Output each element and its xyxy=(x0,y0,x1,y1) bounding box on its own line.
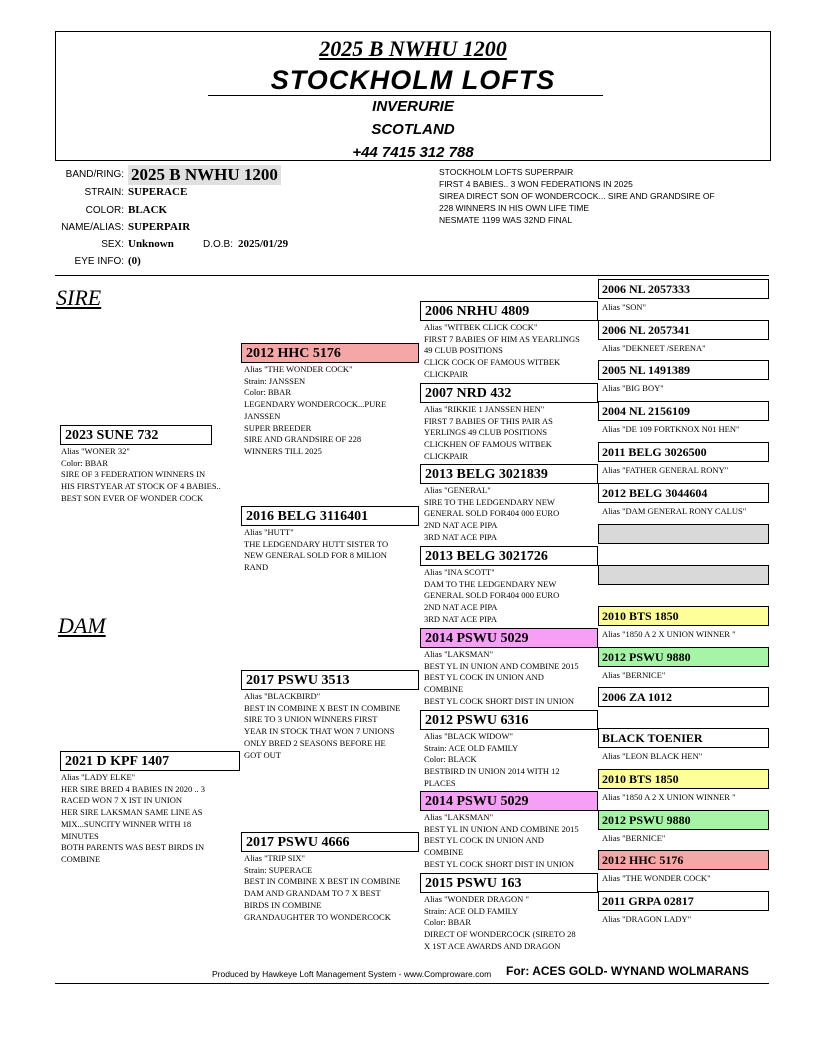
info-line: Alias "HUTT" xyxy=(244,527,294,537)
info-line: BEST YL IN UNION AND COMBINE 2015 xyxy=(424,823,579,834)
header-divider xyxy=(208,95,603,96)
info-line: Alias "WITBEK CLICK COCK" xyxy=(424,322,538,332)
info-line: BEST IN COMBINE X BEST IN COMBINE xyxy=(244,876,401,887)
eye-value: (0) xyxy=(128,255,141,267)
grandparent-info xyxy=(244,364,419,458)
info-line: BEST YL COCK SHORT DIST IN UNION xyxy=(424,695,574,706)
gen4-band: 2006 ZA 1012 xyxy=(598,687,769,707)
header-box xyxy=(55,31,771,161)
info-line: YEAR IN STOCK THAT WON 7 UNIONS xyxy=(244,726,395,737)
info-line: HER SIRE LAKSMAN SAME LINE AS xyxy=(61,807,203,818)
gen4-alias: Alias "LEON BLACK HEN" xyxy=(602,751,703,761)
info-line: NEW GENERAL SOLD FOR 8 MILION xyxy=(244,550,387,561)
info-line: HIS FIRSTYEAR AT STOCK OF 4 BABIES.. xyxy=(61,481,221,492)
info-line: Alias "GENERAL" xyxy=(424,485,491,495)
info-line: HER SIRE BRED 4 BABIES IN 2020 .. 3 xyxy=(61,783,206,794)
info-line: Alias "RIKKIE 1 JANSSEN HEN" xyxy=(424,404,545,414)
info-line: ONLY BRED 2 SEASONS BEFORE HE xyxy=(244,737,386,748)
info-line: BEST YL COCK SHORT DIST IN UNION xyxy=(424,858,574,869)
ggp-info xyxy=(424,485,599,544)
ggp-info xyxy=(424,649,599,708)
granddam-paternal-band: 2016 BELG 3116401 xyxy=(241,506,419,526)
dob-value: 2025/01/29 xyxy=(238,238,289,250)
gen4-band: 2010 BTS 1850 xyxy=(598,606,769,626)
info-line: SUPER BREEDER xyxy=(244,422,312,433)
grandsire-paternal-band: 2012 HHC 5176 xyxy=(241,343,419,363)
info-line: Alias "TRIP SIX" xyxy=(244,853,305,863)
info-line: MIX...SUNCITY WINNER WITH 18 xyxy=(61,818,192,829)
info-line: SIRE TO 3 UNION WINNERS FIRST xyxy=(244,714,378,725)
band-label: BAND/RING: xyxy=(65,169,124,180)
grandparent-info xyxy=(244,691,419,761)
info-line: DIRECT OF WONDERCOCK (SIRETO 28 xyxy=(424,929,576,940)
loft-phone: +44 7415 312 788 xyxy=(352,144,474,161)
gen4-alias: Alias "BERNICE" xyxy=(602,833,666,843)
dob-label: D.O.B: xyxy=(203,239,234,250)
info-line: Strain: ACE OLD FAMILY xyxy=(424,742,519,753)
grandparent-info xyxy=(244,527,419,574)
info-line: BEST IN COMBINE X BEST IN COMBINE xyxy=(244,702,401,713)
info-line: Alias "LAKSMAN" xyxy=(424,649,494,659)
ggp-info xyxy=(424,894,599,953)
ggp-band: 2013 BELG 3021839 xyxy=(420,464,598,484)
info-line: SIRE OF 3 FEDERATION WINNERS IN xyxy=(61,469,206,480)
sire-section-label: SIRE xyxy=(56,285,102,310)
info-line: Alias "LADY ELKE" xyxy=(61,772,136,782)
ggp-info xyxy=(424,567,599,626)
info-line: GOT OUT xyxy=(244,749,281,760)
prepared-for: For: ACES GOLD- WYNAND WOLMARANS xyxy=(506,964,749,978)
gen4-band: 2006 NL 2057341 xyxy=(598,320,769,340)
gen4-band: 2011 GRPA 02817 xyxy=(598,891,769,911)
loft-name: STOCKHOLM LOFTS xyxy=(270,65,556,95)
color-label: COLOR: xyxy=(85,205,124,216)
gen4-alias: Alias "SON" xyxy=(602,302,647,312)
info-line: Alias "INA SCOTT" xyxy=(424,567,495,577)
info-line: DAM TO THE LEDGENDARY NEW xyxy=(424,578,557,589)
info-line: RACED WON 7 X IST IN UNION xyxy=(61,795,183,806)
gen4-alias: Alias "DRAGON LADY" xyxy=(602,914,692,924)
info-line: 49 CLUB POSITIONS xyxy=(424,345,503,356)
grandsire-maternal-band: 2017 PSWU 3513 xyxy=(241,670,419,690)
info-line: LEGENDARY WONDERCOCK...PURE xyxy=(244,399,387,410)
gen4-band: 2004 NL 2156109 xyxy=(598,401,769,421)
info-line: BOTH PARENTS WAS BEST BIRDS IN xyxy=(61,842,205,853)
sex-label: SEX: xyxy=(101,239,124,250)
grandparent-info xyxy=(244,853,419,923)
info-line: Alias "BLACKBIRD" xyxy=(244,691,321,701)
info-line: GENERAL SOLD FOR404 000 EURO xyxy=(424,508,560,519)
ggp-band: 2013 BELG 3021726 xyxy=(420,546,598,566)
gen4-alias: Alias "1850 A 2 X UNION WINNER " xyxy=(602,792,736,802)
info-line: Strain: ACE OLD FAMILY xyxy=(424,905,519,916)
info-line: JANSSEN xyxy=(244,410,281,421)
gen4-alias: Alias "DAM GENERAL RONY CALUS" xyxy=(602,506,747,516)
gen4-band: 2012 PSWU 9880 xyxy=(598,810,769,830)
info-line: 3RD NAT ACE PIPA xyxy=(424,531,497,542)
info-line: BEST SON EVER OF WONDER COCK xyxy=(61,492,204,503)
sex-value: Unknown xyxy=(128,238,174,250)
info-line: PLACES xyxy=(424,777,456,788)
info-line: BEST YL COCK IN UNION AND xyxy=(424,835,544,846)
gen4-alias: Alias "DE 109 FORTKNOX N01 HEN" xyxy=(602,424,740,434)
note-line: SIREA DIRECT SON OF WONDERCOCK... SIRE AND GRANDSIRE OF xyxy=(439,191,715,201)
info-line: COMBINE xyxy=(424,684,464,695)
ggp-band: 2006 NRHU 4809 xyxy=(420,301,598,321)
gen4-band: 2012 HHC 5176 xyxy=(598,850,769,870)
loft-country: SCOTLAND xyxy=(371,121,455,138)
info-line: Color: BLACK xyxy=(424,754,477,765)
info-line: Color: BBAR xyxy=(244,387,291,398)
sire-band: 2023 SUNE 732 xyxy=(60,425,212,445)
info-line: Alias "LAKSMAN" xyxy=(424,812,494,822)
ggp-info xyxy=(424,404,599,463)
ggp-band: 2015 PSWU 163 xyxy=(420,873,598,893)
info-line: YERLINGS 49 CLUB POSITIONS xyxy=(424,427,548,438)
header-band: 2025 B NWHU 1200 xyxy=(319,36,507,61)
info-line: THE LEDGENDARY HUTT SISTER TO xyxy=(244,538,389,549)
strain-label: STRAIN: xyxy=(84,187,124,198)
gen4-alias: Alias "DEKNEET /SERENA" xyxy=(602,343,706,353)
info-line: CLICKPAIR xyxy=(424,368,469,379)
info-line: Alias "WONDER DRAGON " xyxy=(424,894,529,904)
gen4-alias: Alias "BERNICE" xyxy=(602,670,666,680)
info-line: FIRST 7 BABIES OF THIS PAIR AS xyxy=(424,415,553,426)
info-line: 2ND NAT ACE PIPA xyxy=(424,602,498,613)
ggp-band: 2012 PSWU 6316 xyxy=(420,710,598,730)
dam-section-label: DAM xyxy=(58,613,106,638)
info-line: DAM AND GRANDAM TO 7 X BEST xyxy=(244,888,381,899)
gen4-alias: Alias "1850 A 2 X UNION WINNER " xyxy=(602,629,736,639)
info-line: CLICKHEN OF FAMOUS WITBEK xyxy=(424,439,552,450)
ggp-info xyxy=(424,812,599,871)
info-line: Strain: JANSSEN xyxy=(244,375,306,386)
info-line: BIRDS IN COMBINE xyxy=(244,899,322,910)
info-line: Strain: SUPERACE xyxy=(244,864,313,875)
gen4-band: 2011 BELG 3026500 xyxy=(598,442,769,462)
info-line: MINUTES xyxy=(61,830,99,841)
ggp-info xyxy=(424,322,599,381)
bird-notes xyxy=(439,166,779,226)
info-line: GENERAL SOLD FOR404 000 EURO xyxy=(424,590,560,601)
gen4-band: 2012 BELG 3044604 xyxy=(598,483,769,503)
ggp-info xyxy=(424,731,599,790)
color-value: BLACK xyxy=(128,204,168,216)
strain-value: SUPERACE xyxy=(128,186,188,198)
gen4-alias: Alias "FATHER GENERAL RONY" xyxy=(602,465,729,475)
sire-info xyxy=(61,446,241,505)
info-line: Alias "WONER 32" xyxy=(61,446,130,456)
info-line: 3RD NAT ACE PIPA xyxy=(424,613,497,624)
info-line: 2ND NAT ACE PIPA xyxy=(424,520,498,531)
name-value: SUPERPAIR xyxy=(128,221,191,233)
bottom-divider xyxy=(55,983,769,984)
info-line: RAND xyxy=(244,562,269,573)
info-line: BEST YL COCK IN UNION AND xyxy=(424,672,544,683)
gen4-alias: Alias "BIG BOY" xyxy=(602,383,664,393)
info-line: SIRE AND GRANDSIRE OF 228 xyxy=(244,434,362,445)
gen4-band: 2010 BTS 1850 xyxy=(598,769,769,789)
note-line: FIRST 4 BABIES.. 3 WON FEDERATIONS IN 2025 xyxy=(439,179,633,189)
info-line: Alias "THE WONDER COCK" xyxy=(244,364,353,374)
ggp-band: 2007 NRD 432 xyxy=(420,383,598,403)
info-line: Alias "BLACK WIDOW" xyxy=(424,731,513,741)
gen4-band: 2012 PSWU 9880 xyxy=(598,647,769,667)
gen4-band: BLACK TOENIER xyxy=(598,728,769,748)
note-line: NESMATE 1199 WAS 32ND FINAL xyxy=(439,215,573,225)
eye-label: EYE INFO: xyxy=(74,256,124,267)
info-line: WINNERS TILL 2025 xyxy=(244,445,322,456)
gen4-band: 2005 NL 1491389 xyxy=(598,360,769,380)
top-divider xyxy=(55,275,769,276)
dam-band: 2021 D KPF 1407 xyxy=(60,751,240,771)
gen4-empty-band xyxy=(598,524,769,544)
dam-info xyxy=(61,772,239,866)
ggp-band: 2014 PSWU 5029 xyxy=(420,791,598,811)
info-line: CLICKPAIR xyxy=(424,450,469,461)
info-line: CLICK COCK OF FAMOUS WITBEK xyxy=(424,357,561,368)
gen4-empty-band xyxy=(598,565,769,585)
granddam-maternal-band: 2017 PSWU 4666 xyxy=(241,832,419,852)
info-line: Color: BBAR xyxy=(424,917,471,928)
info-line: SIRE TO THE LEDGENDARY NEW xyxy=(424,496,555,507)
ggp-band: 2014 PSWU 5029 xyxy=(420,628,598,648)
band-value: 2025 B NWHU 1200 xyxy=(128,165,281,185)
produced-by: Produced by Hawkeye Loft Management System - www.Comproware.com xyxy=(212,969,492,979)
info-line: COMBINE xyxy=(61,853,101,864)
loft-town: INVERURIE xyxy=(372,98,454,115)
info-line: COMBINE xyxy=(424,847,464,858)
info-line: BESTBIRD IN UNION 2014 WITH 12 xyxy=(424,766,560,777)
note-line: 228 WINNERS IN HIS OWN LIFE TIME xyxy=(439,203,590,213)
info-line: GRANDAUGHTER TO WONDERCOCK xyxy=(244,911,391,922)
info-line: X 1ST ACE AWARDS AND DRAGON xyxy=(424,940,561,951)
info-line: FIRST 7 BABIES OF HIM AS YEARLINGS xyxy=(424,333,580,344)
info-line: Color: BBAR xyxy=(61,457,108,468)
gen4-band: 2006 NL 2057333 xyxy=(598,279,769,299)
note-line: STOCKHOLM LOFTS SUPERPAIR xyxy=(439,167,574,177)
gen4-alias: Alias "THE WONDER COCK" xyxy=(602,873,711,883)
name-label: NAME/ALIAS: xyxy=(61,222,124,233)
info-line: BEST YL IN UNION AND COMBINE 2015 xyxy=(424,660,579,671)
